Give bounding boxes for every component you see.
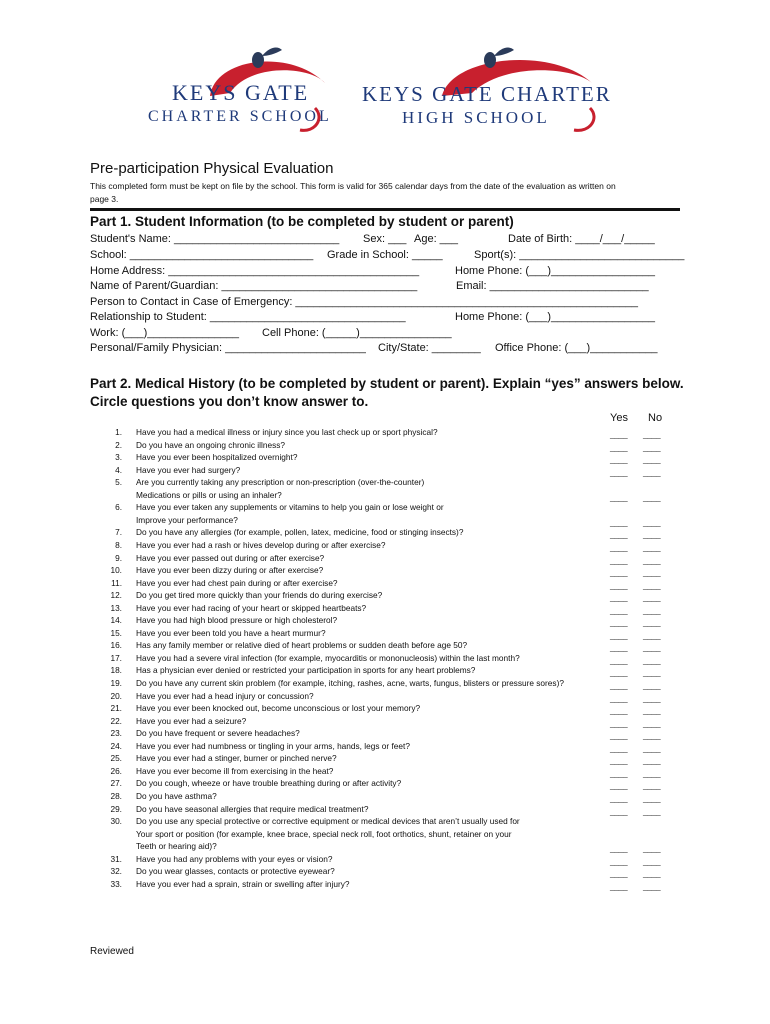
answer-yes-blank[interactable]: ____	[610, 429, 628, 439]
question-text: Are you currently taking any prescription or non-prescription (over-the-counter)	[136, 477, 425, 488]
answer-yes-blank[interactable]: ____	[610, 692, 628, 703]
answer-no-blank[interactable]: ____	[643, 567, 661, 578]
answer-yes-blank[interactable]: ____	[610, 792, 628, 803]
question-number: 3.	[115, 452, 122, 463]
field-school[interactable]: School: ______________________________	[90, 249, 314, 261]
answer-no-blank[interactable]: ____	[643, 705, 661, 716]
answer-no-blank[interactable]: ____	[643, 654, 661, 665]
question-number: 4.	[115, 464, 122, 475]
question-text: Have you ever passed out during or after exercise?	[136, 552, 325, 563]
answer-no-blank[interactable]: ____	[643, 805, 661, 816]
question-text: Have you ever had a rash or hives develop during or after exercise?	[136, 539, 386, 550]
question-text: Do you have any allergies (for example, pollen, latex, medicine, food or stinging insects)?	[136, 527, 464, 538]
question-text: Has a physician ever denied or restricted your participation in sports for any heart problems?	[136, 665, 476, 676]
answer-yes-blank[interactable]: ____	[610, 642, 628, 653]
answer-yes-blank[interactable]: ____	[610, 529, 628, 540]
answer-no-blank[interactable]: ____	[643, 629, 661, 640]
answer-no-blank[interactable]: ____	[643, 642, 661, 653]
logo-left	[140, 38, 355, 133]
answer-no-blank[interactable]: ____	[643, 780, 661, 791]
answer-no-blank[interactable]: ____	[643, 529, 661, 540]
question-text: Have you ever had a stinger, burner or pinched nerve?	[136, 753, 337, 764]
logo-right-line1: KEYS GATE CHARTER	[362, 82, 612, 106]
answer-yes-blank[interactable]: ____	[610, 705, 628, 716]
answer-yes-blank[interactable]: ____	[610, 843, 628, 854]
question-number: 25.	[110, 753, 122, 764]
question-number: 7.	[115, 527, 122, 538]
question-text: Have you had high blood pressure or high cholesterol?	[136, 615, 338, 626]
answer-no-blank[interactable]: ____	[643, 429, 661, 439]
answer-no-blank[interactable]: ____	[643, 441, 661, 452]
answer-yes-blank[interactable]: ____	[610, 579, 628, 590]
answer-no-blank[interactable]: ____	[643, 554, 661, 565]
field-sports[interactable]: Sport(s): ___________________________	[474, 249, 685, 261]
question-text: Medications or pills or using an inhaler?	[136, 489, 282, 500]
question-text: Teeth or hearing aid)?	[136, 841, 217, 852]
field-parent-name[interactable]: Name of Parent/Guardian: ________________________________	[90, 280, 418, 292]
question-text: Have you ever been dizzy during or after exercise?	[136, 565, 324, 576]
question-text: Do you wear glasses, contacts or protective eyewear?	[136, 866, 335, 877]
answer-no-blank[interactable]: ____	[643, 880, 661, 891]
question-text: Do you get tired more quickly than your friends do during exercise?	[136, 590, 383, 601]
answer-yes-blank[interactable]: ____	[610, 617, 628, 628]
field-cell-phone[interactable]: Cell Phone: (_____)_______________	[262, 327, 452, 339]
answer-yes-blank[interactable]: ____	[610, 742, 628, 753]
answer-yes-blank[interactable]: ____	[610, 667, 628, 678]
answer-no-blank[interactable]: ____	[643, 855, 661, 866]
question-text: Have you ever been told you have a heart murmur?	[136, 627, 326, 638]
yes-column-header: Yes	[610, 412, 628, 424]
question-number: 2.	[115, 439, 122, 450]
reviewed-label: Reviewed	[90, 946, 134, 957]
question-text: Have you ever had a head injury or concussion?	[136, 690, 314, 701]
answer-no-blank[interactable]: ____	[643, 541, 661, 552]
question-number: 17.	[110, 652, 122, 663]
question-number: 28.	[110, 790, 122, 801]
question-number: 15.	[110, 627, 122, 638]
answer-no-blank[interactable]: ____	[643, 755, 661, 766]
question-number: 16.	[110, 640, 122, 651]
question-number: 12.	[110, 590, 122, 601]
answer-yes-blank[interactable]: ____	[610, 654, 628, 665]
answer-no-blank[interactable]: ____	[643, 617, 661, 628]
field-office-phone[interactable]: Office Phone: (___)___________	[495, 342, 658, 354]
question-number: 26.	[110, 765, 122, 776]
question-text: Have you had a medical illness or injury since you last check up or sport physical?	[136, 427, 438, 437]
answer-no-blank[interactable]: ____	[643, 742, 661, 753]
answer-no-blank[interactable]: ____	[643, 717, 661, 728]
answer-yes-blank[interactable]: ____	[610, 855, 628, 866]
question-number: 18.	[110, 665, 122, 676]
question-text: Have you ever had racing of your heart or skipped heartbeats?	[136, 602, 367, 613]
part1-heading: Part 1. Student Information (to be completed by student or parent)	[90, 214, 514, 229]
field-email[interactable]: Email: __________________________	[456, 280, 649, 292]
answer-no-blank[interactable]: ____	[643, 466, 661, 477]
answer-no-blank[interactable]: ____	[643, 516, 661, 527]
answer-yes-blank[interactable]: ____	[610, 466, 628, 477]
intro-line-2: page 3.	[90, 194, 119, 204]
field-city-state[interactable]: City/State: ________	[378, 342, 481, 354]
question-text: Do you have asthma?	[136, 790, 217, 801]
field-date-of-birth[interactable]: Date of Birth: ____/___/_____	[508, 233, 655, 245]
answer-yes-blank[interactable]: ____	[610, 880, 628, 891]
answer-yes-blank[interactable]: ____	[610, 454, 628, 465]
field-relationship[interactable]: Relationship to Student: ________________________________	[90, 311, 406, 323]
question-number: 30.	[110, 816, 122, 827]
answer-yes-blank[interactable]: ____	[610, 780, 628, 791]
answer-no-blank[interactable]: ____	[643, 843, 661, 854]
question-number: 20.	[110, 690, 122, 701]
field-sex[interactable]: Sex: ___	[363, 233, 407, 245]
question-text: Have you ever had numbness or tingling in your arms, hands, legs or feet?	[136, 740, 410, 751]
question-number: 11.	[111, 577, 122, 588]
answer-yes-blank[interactable]: ____	[610, 516, 628, 527]
answer-no-blank[interactable]: ____	[643, 730, 661, 741]
answer-yes-blank[interactable]: ____	[610, 805, 628, 816]
question-number: 6.	[115, 502, 122, 513]
field-physician[interactable]: Personal/Family Physician: _______________________	[90, 342, 366, 354]
answer-yes-blank[interactable]: ____	[610, 491, 628, 502]
answer-yes-blank[interactable]: ____	[610, 554, 628, 565]
logo-right-line2: HIGH SCHOOL	[402, 108, 550, 127]
answer-no-blank[interactable]: ____	[643, 667, 661, 678]
question-number: 8.	[115, 539, 122, 550]
question-number: 14.	[110, 615, 122, 626]
answer-yes-blank[interactable]: ____	[610, 755, 628, 766]
question-number: 31.	[110, 853, 122, 864]
question-number: 24.	[110, 740, 122, 751]
question-text: Have you had any problems with your eyes or vision?	[136, 853, 333, 864]
question-text: Have you ever been knocked out, become unconscious or lost your memory?	[136, 703, 421, 714]
question-number: 33.	[110, 878, 122, 889]
answer-yes-blank[interactable]: ____	[610, 868, 628, 879]
field-student-name[interactable]: Student's Name: ___________________________	[90, 233, 340, 245]
field-work-phone[interactable]: Work: (___)_______________	[90, 327, 240, 339]
answer-yes-blank[interactable]: ____	[610, 717, 628, 728]
question-text: Do you cough, wheeze or have trouble breathing during or after activity?	[136, 778, 402, 789]
question-number: 21.	[110, 703, 122, 714]
answer-no-blank[interactable]: ____	[643, 592, 661, 603]
answer-no-blank[interactable]: ____	[643, 491, 661, 502]
question-text: Improve your performance?	[136, 514, 238, 525]
field-home-address[interactable]: Home Address: _________________________________________	[90, 265, 420, 277]
answer-no-blank[interactable]: ____	[643, 454, 661, 465]
question-text: Have you ever taken any supplements or vitamins to help you gain or lose weight or	[136, 502, 444, 513]
part2-heading-line-1: Part 2. Medical History (to be completed by student or parent). Explain “yes” answers below.	[90, 376, 684, 391]
answer-no-blank[interactable]: ____	[643, 680, 661, 690]
answer-yes-blank[interactable]: ____	[610, 592, 628, 603]
intro-line-1: This completed form must be kept on file by the school. This form is valid for 365 calendar days from the date of the evaluation as written on	[90, 181, 616, 191]
question-number: 32.	[110, 866, 122, 877]
question-text: Do you use any special protective or corrective equipment or medical devices that aren’t usually used for	[136, 816, 520, 827]
field-emergency-contact[interactable]: Person to Contact in Case of Emergency: ________________________________________________________	[90, 296, 639, 308]
logo-left-line1: KEYS GATE	[172, 80, 310, 105]
answer-yes-blank[interactable]: ____	[610, 629, 628, 640]
question-text: Do you have any current skin problem (for example, itching, rashes, acne, warts, fungus, blisters or pressure sores)?	[136, 678, 564, 688]
answer-yes-blank[interactable]: ____	[610, 541, 628, 552]
section-divider	[90, 208, 680, 211]
answer-yes-blank[interactable]: ____	[610, 730, 628, 741]
question-number: 9.	[115, 552, 122, 563]
field-relationship-home-phone[interactable]: Home Phone: (___)_________________	[455, 311, 655, 323]
question-number: 22.	[110, 715, 122, 726]
question-number: 29.	[110, 803, 122, 814]
question-text: Have you ever had surgery?	[136, 464, 241, 475]
answer-no-blank[interactable]: ____	[643, 792, 661, 803]
question-number: 10.	[110, 565, 122, 576]
question-number: 23.	[110, 728, 122, 739]
question-text: Have you had a severe viral infection (for example, myocarditis or mononucleosis) within the last month?	[136, 652, 520, 663]
question-text: Do you have an ongoing chronic illness?	[136, 439, 285, 450]
part2-heading-line-2: Circle questions you don’t know answer to.	[90, 394, 369, 409]
answer-yes-blank[interactable]: ____	[610, 441, 628, 452]
question-text: Have you ever been hospitalized overnight?	[136, 452, 298, 463]
answer-no-blank[interactable]: ____	[643, 868, 661, 879]
logo-right	[362, 38, 624, 133]
question-number: 1.	[115, 427, 122, 437]
answer-yes-blank[interactable]: ____	[610, 567, 628, 578]
question-number: 5.	[115, 477, 122, 488]
question-text: Have you ever had a seizure?	[136, 715, 247, 726]
question-number: 13.	[110, 602, 122, 613]
question-text: Do you have frequent or severe headaches?	[136, 728, 300, 739]
question-number: 27.	[110, 778, 122, 789]
answer-yes-blank[interactable]: ____	[610, 604, 628, 615]
field-age[interactable]: Age: ___	[414, 233, 459, 245]
page-title: Pre-participation Physical Evaluation	[90, 160, 334, 177]
answer-no-blank[interactable]: ____	[643, 767, 661, 778]
question-text: Have you ever had a sprain, strain or swelling after injury?	[136, 878, 350, 889]
question-text: Have you ever had chest pain during or after exercise?	[136, 577, 338, 588]
no-column-header: No	[648, 412, 663, 424]
field-grade[interactable]: Grade in School: _____	[327, 249, 443, 261]
answer-yes-blank[interactable]: ____	[610, 767, 628, 778]
question-text: Your sport or position (for example, knee brace, special neck roll, foot orthotics, shunt, retainer on your	[136, 828, 512, 839]
question-text: Do you have seasonal allergies that require medical treatment?	[136, 803, 369, 814]
logo-left-line2: CHARTER SCHOOL	[148, 108, 332, 125]
question-number: 19.	[110, 678, 122, 688]
answer-no-blank[interactable]: ____	[643, 604, 661, 615]
question-text: Has any family member or relative died of heart problems or sudden death before age 50?	[136, 640, 468, 651]
answer-no-blank[interactable]: ____	[643, 692, 661, 703]
answer-no-blank[interactable]: ____	[643, 579, 661, 590]
answer-yes-blank[interactable]: ____	[610, 680, 628, 690]
question-text: Have you ever become ill from exercising in the heat?	[136, 765, 334, 776]
field-home-phone[interactable]: Home Phone: (___)_________________	[455, 265, 655, 277]
